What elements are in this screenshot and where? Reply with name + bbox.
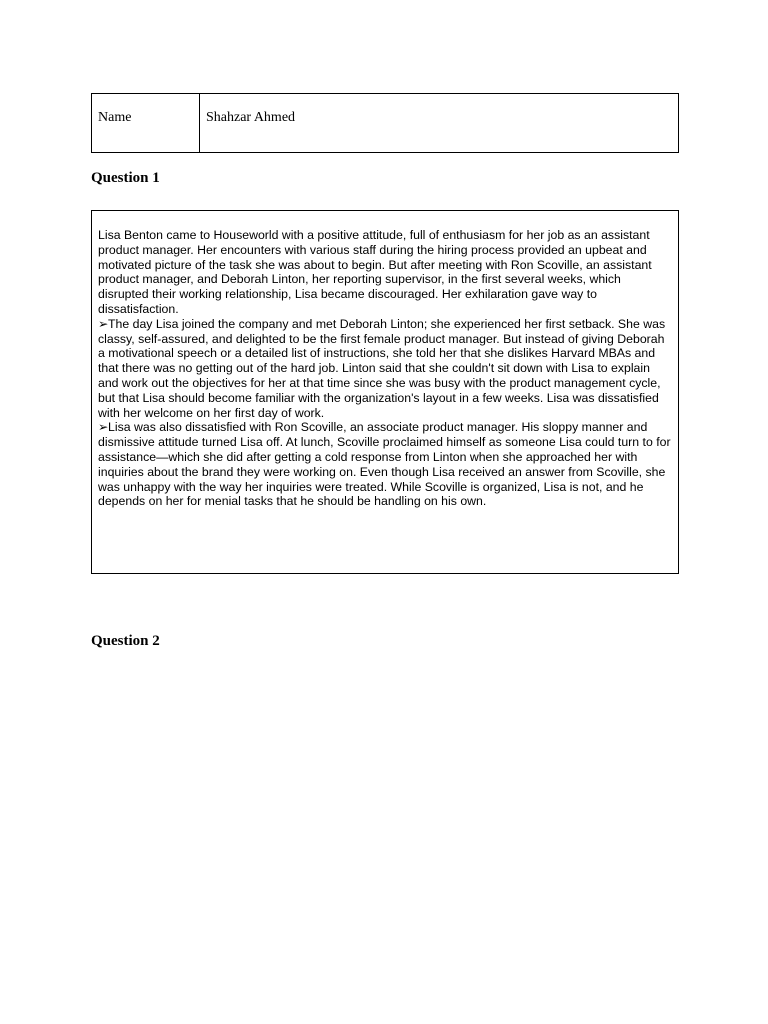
question-1-heading: Question 1 [91, 170, 160, 186]
name-row [92, 94, 679, 153]
question-1-answer-box [91, 210, 679, 574]
arrowhead-bullet-icon: ➢ [98, 316, 109, 331]
answer-bullet-paragraph [98, 420, 672, 509]
question-1-answer-text [98, 228, 672, 509]
answer-intro-paragraph: Lisa Benton came to Houseworld with a positive attitude, full of enthusiasm for her job as an assistant product manager. Her encounters with various staff during the hiring process provided an upbeat and motivated picture of the task she was about to begin. But after meeting with Ron Scoville, an assistant product manager, and Deborah Linton, her reporting supervisor, in the first several weeks, which disrupted their working relationship, Lisa became discouraged. Her exhilaration gave way to dissatisfaction. [98, 228, 652, 316]
question-2-heading: Question 2 [91, 633, 160, 649]
answer-bullet-text: Lisa was also dissatisfied with Ron Scoville, an associate product manager. His sloppy manner and dismissive attitude turned Lisa off. At lunch, Scoville proclaimed himself as someone Lisa could turn to for assistance—which she did after getting a cold response from Linton when she approached her with inquiries about the brand they were working on. Even though Lisa received an answer from Scoville, she was unhappy with the way her inquiries were treated. While Scoville is organized, Lisa is not, and he depends on her for menial tasks that he should be handling on his own. [98, 420, 671, 509]
answer-bullet-text: The day Lisa joined the company and met Deborah Linton; she experienced her first setback. She was classy, self-assured, and delighted to be the first female product manager. But instead of giving Deborah a motivational speech or a detailed list of instructions, she told her that she dislikes Harvard MBAs and that there was no getting out of the hard job. Linton said that she couldn't sit down with Lisa to explain and work out the objectives for her at that time since she was busy with the product management cycle, but that Lisa should become familiar with the organization's layout in a few weeks. Lisa was dissatisfied with her welcome on her first day of work. [98, 316, 666, 420]
name-label: Name [92, 94, 200, 153]
answer-bullet-paragraph [98, 317, 672, 421]
arrowhead-bullet-icon: ➢ [98, 420, 109, 435]
student-name-value: Shahzar Ahmed [200, 94, 679, 153]
student-name-table [91, 93, 679, 153]
